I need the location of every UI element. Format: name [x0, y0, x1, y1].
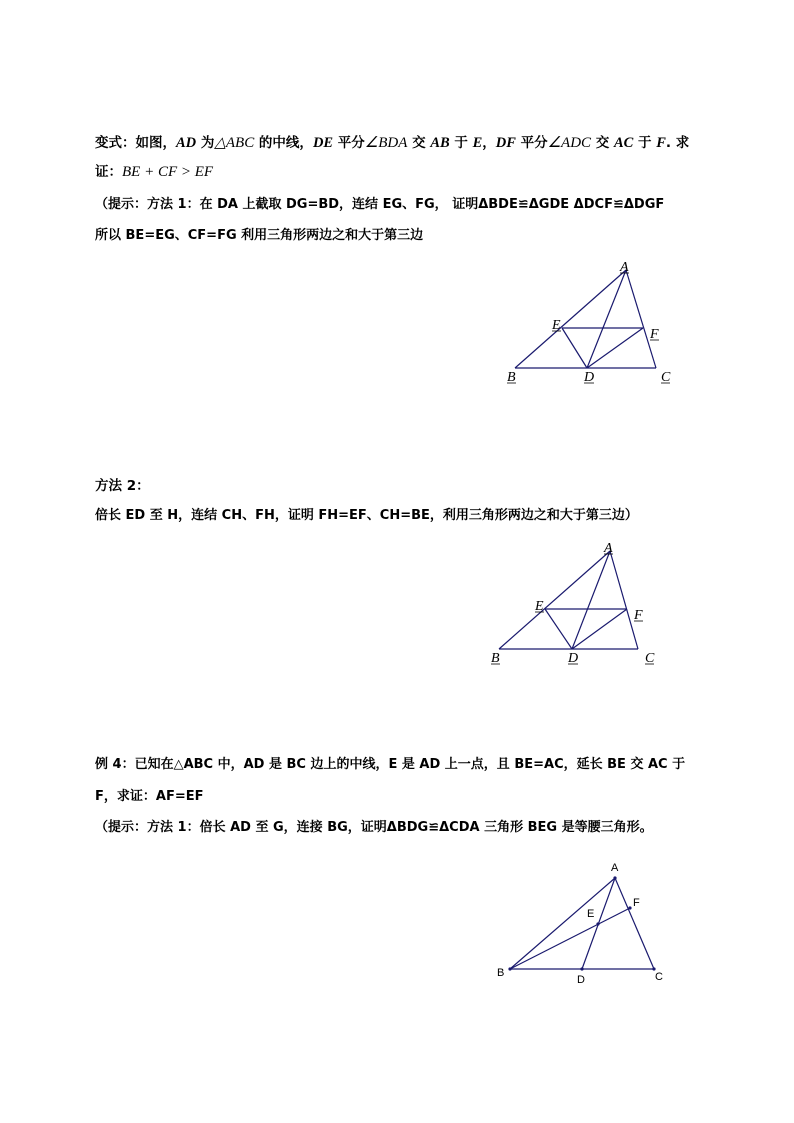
method2-title: 方法 2：: [95, 478, 150, 494]
label-c: C: [655, 971, 663, 983]
text: E: [472, 135, 483, 151]
math-angle-adc: ∠ADC: [547, 135, 592, 151]
label-c: C: [645, 651, 655, 666]
label-e: E: [552, 318, 561, 333]
math-angle-bda: ∠BDA: [364, 135, 408, 151]
example4-line-1: 例 4：已知在△ABC 中，AD 是 BC 边上的中线，E 是 AD 上一点，且 BE=AC，延长 BE 交 AC 于: [95, 757, 686, 772]
text: 交: [407, 135, 431, 151]
text: . 求: [665, 135, 690, 151]
point-a: [613, 876, 616, 879]
segment-ed: [545, 609, 572, 649]
point-b: [508, 967, 511, 970]
label-d: D: [568, 651, 579, 666]
segment-ab: [515, 270, 626, 368]
label-b: B: [497, 967, 505, 979]
segment-ab: [499, 551, 610, 649]
label-e: E: [535, 599, 544, 614]
label-c: C: [661, 370, 671, 385]
text: AD: [176, 135, 197, 151]
math-triangle-abc: △ABC: [214, 135, 255, 151]
figure-3-lines: [510, 878, 654, 969]
text: ，: [482, 135, 496, 151]
point-d: [580, 967, 583, 970]
label-f: F: [634, 608, 643, 623]
segment-ac: [615, 878, 654, 969]
segment-ad: [572, 551, 610, 649]
text: 于: [633, 135, 657, 151]
text: 于: [449, 135, 473, 151]
label-e: E: [587, 908, 595, 920]
label-a: A: [620, 260, 629, 275]
text: 平分: [515, 135, 548, 151]
text: AB: [430, 135, 450, 151]
segment-ac: [610, 551, 638, 649]
label-f: F: [650, 327, 659, 342]
point-f: [628, 906, 631, 909]
text: DE: [312, 135, 334, 151]
figure-1-lines: [515, 270, 656, 368]
figure-2-lines: [499, 551, 638, 649]
text: 变式：如图，: [95, 135, 176, 151]
method2-text: 倍长 ED 至 H，连结 CH、FH，证明 FH=EF、CH=BE，利用三角形两边之和大于第三边）: [95, 508, 638, 523]
segment-ac: [626, 270, 656, 368]
figure-3-points: [508, 876, 655, 970]
segment-ed: [562, 328, 587, 368]
label-b: B: [507, 370, 516, 385]
variant-hint-line-2: 所以 BE=EG、CF=FG 利用三角形两边之和大于第三边: [95, 228, 424, 243]
label-a: A: [604, 541, 613, 556]
label-b: B: [491, 651, 500, 666]
text: DF: [495, 135, 516, 151]
text: 平分: [333, 135, 365, 151]
math-inequality: BE + CF > EF: [122, 164, 214, 180]
segment-ad: [587, 270, 626, 368]
example4-line-2: F，求证：AF=EF: [95, 789, 204, 804]
text: 证：: [95, 164, 122, 180]
label-f: F: [633, 897, 640, 909]
text: 为: [196, 135, 215, 151]
label-d: D: [584, 370, 595, 385]
label-d: D: [577, 974, 585, 986]
text: F: [656, 135, 666, 151]
text: 交: [591, 135, 614, 151]
text: 的中线，: [254, 135, 313, 151]
text: AC: [613, 135, 634, 151]
variant-hint-line-1: （提示：方法 1：在 DA 上截取 DG=BD，连结 EG、FG， 证明ΔBDE≌ΔGDE ΔDCF≌ΔDGF: [95, 197, 665, 212]
label-a: A: [611, 862, 619, 874]
example4-hint: （提示：方法 1：倍长 AD 至 G，连接 BG，证明ΔBDG≌ΔCDA 三角形 BEG 是等腰三角形。: [95, 820, 653, 835]
point-e: [596, 922, 599, 925]
